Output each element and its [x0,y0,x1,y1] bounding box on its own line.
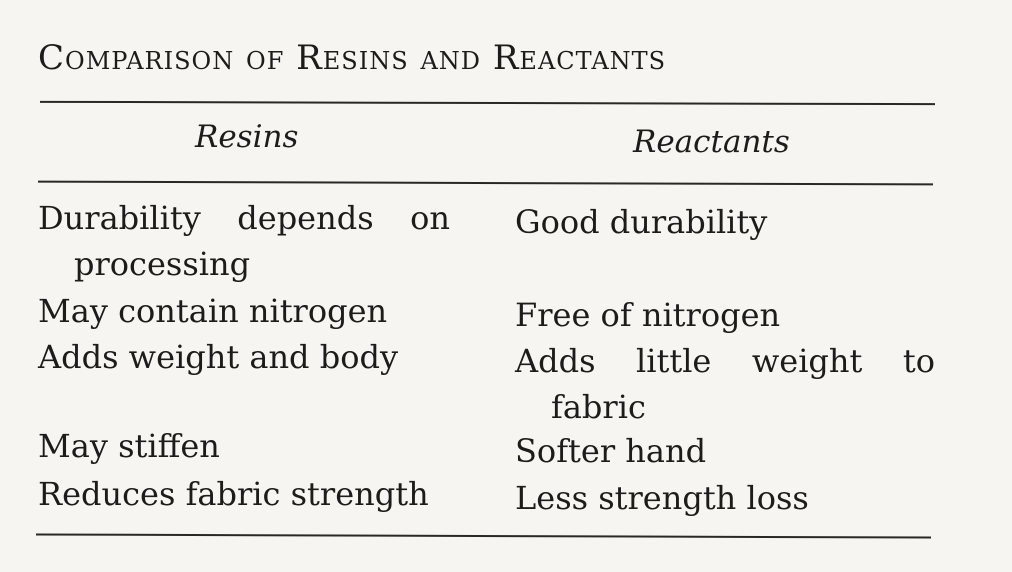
resin-cell-weight [38,334,450,380]
table-title: Comparison of Resins and Reactants [38,38,667,78]
reactant-cell-weight [515,338,935,430]
resin-cell-line: May contain nitrogen [38,292,388,330]
header-rule [38,181,933,186]
reactant-cell-durability [515,199,935,245]
resin-cell-nitrogen [38,288,450,334]
reactant-cell-line: Adds little weight to [515,342,935,380]
column-header-resins: Resins [195,119,299,155]
reactant-cell-strength [515,475,935,521]
reactant-cell-line: Softer hand [515,432,707,470]
resin-cell-line: Reduces fabric strength [38,475,429,513]
reactant-cell-line: Free of nitrogen [515,296,781,334]
reactant-cell-line: Good durability [515,203,768,241]
resin-cell-line: May stiffen [38,427,220,465]
resin-cell-line: Adds weight and body [38,338,399,376]
resin-cell-line: Durability depends on [38,199,450,237]
resin-cell-stiffness [38,423,450,469]
resin-cell-line: processing [74,245,251,283]
top-rule [40,101,935,105]
reactant-cell-line: Less strength loss [515,479,809,517]
reactant-cell-line: fabric [551,388,646,426]
resin-cell-durability [38,195,450,287]
bottom-rule [36,533,931,538]
reactant-cell-stiffness [515,428,935,474]
column-header-reactants: Reactants [633,124,790,160]
reactant-cell-nitrogen [515,292,935,338]
resin-cell-strength [38,471,450,517]
